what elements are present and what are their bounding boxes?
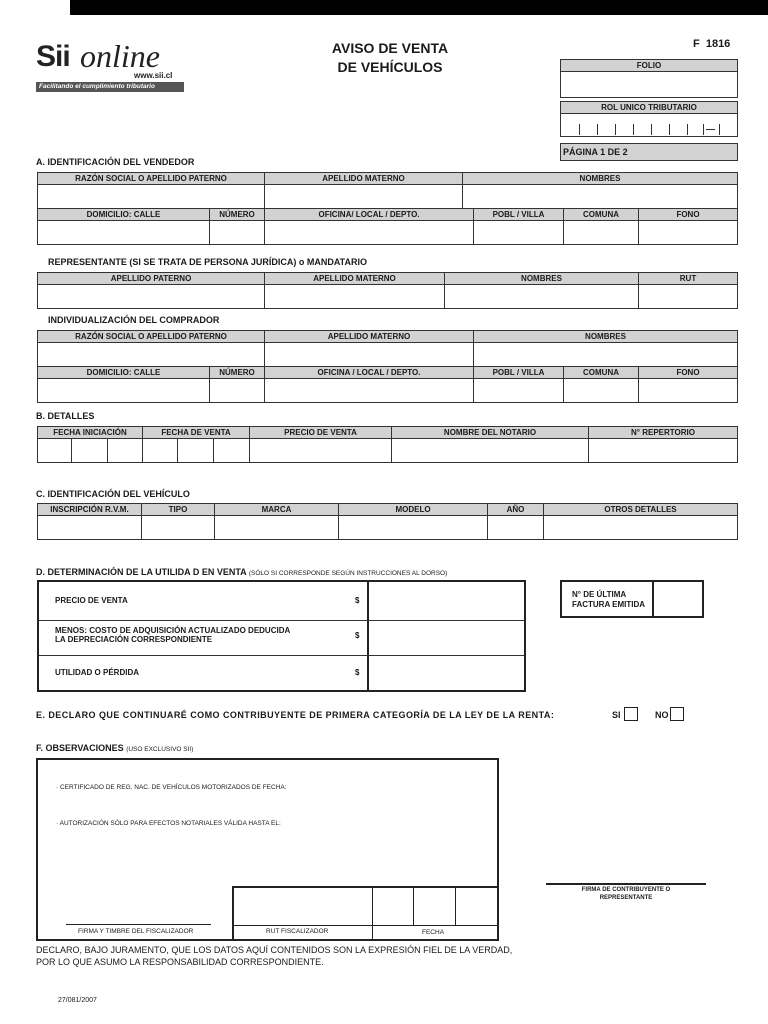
yes-checkbox[interactable]: [624, 707, 638, 721]
detail-header-2: FECHA DE VENTA: [142, 426, 250, 439]
buyer-numero-field[interactable]: [209, 378, 265, 403]
page-indicator: PÁGINA 1 DE 2: [560, 143, 738, 161]
invoice-label-line1: N° DE ÚLTIMA: [572, 590, 627, 599]
fecha-venta-month[interactable]: [177, 438, 214, 463]
costo-label-line1: MENOS: COSTO DE ADQUISICIÓN ACTUALIZADO DEDUCIDA: [55, 626, 291, 635]
seller-header-6: OFICINA/ LOCAL / DEPTO.: [264, 208, 474, 221]
buyer-header-9: FONO: [638, 366, 738, 379]
fecha-venta-day[interactable]: [142, 438, 178, 463]
rut-fiscalizador-field[interactable]: [235, 889, 371, 924]
marca-field[interactable]: [214, 515, 339, 540]
vehicle-header-2: TIPO: [141, 503, 215, 516]
buyer-header-2: APELLIDO MATERNO: [264, 330, 474, 343]
seller-calle-field[interactable]: [37, 220, 210, 245]
precio-venta-label: PRECIO DE VENTA: [55, 596, 128, 605]
buyer-apellido-materno-field[interactable]: [264, 342, 474, 367]
fecha-month-field[interactable]: [415, 889, 454, 924]
invoice-label-line2: FACTURA EMITIDA: [572, 600, 646, 609]
seller-header-8: COMUNA: [563, 208, 639, 221]
detail-header-1: FECHA INICIACIÓN: [37, 426, 143, 439]
buyer-header-6: OFICINA / LOCAL / DEPTO.: [264, 366, 474, 379]
rep-apellido-materno-field[interactable]: [264, 284, 445, 309]
yes-label: SI: [612, 710, 621, 720]
seller-comuna-field[interactable]: [563, 220, 639, 245]
fecha-year-field[interactable]: [457, 889, 497, 924]
buyer-header-1: RAZÓN SOCIAL O APELLIDO PATERNO: [37, 330, 265, 343]
fecha-day-field[interactable]: [374, 889, 412, 924]
buyer-header-5: NÚMERO: [209, 366, 265, 379]
repertorio-field[interactable]: [588, 438, 738, 463]
invoice-box: [560, 580, 704, 618]
vehicle-header-5: AÑO: [487, 503, 544, 516]
rut-field[interactable]: [560, 113, 738, 137]
comprador-title: INDIVIDUALIZACIÓN DEL COMPRADOR: [48, 315, 220, 325]
rep-header-4: RUT: [638, 272, 738, 285]
buyer-header-8: COMUNA: [563, 366, 639, 379]
seller-pobl-field[interactable]: [473, 220, 564, 245]
seller-header-1: RAZÓN SOCIAL O APELLIDO PATERNO: [37, 172, 265, 185]
fiscalizador-signature-label: FIRMA Y TIMBRE DEL FISCALIZADOR: [78, 928, 194, 935]
buyer-calle-field[interactable]: [37, 378, 210, 403]
buyer-apellido-paterno-field[interactable]: [37, 342, 265, 367]
tipo-field[interactable]: [141, 515, 215, 540]
rep-header-2: APELLIDO MATERNO: [264, 272, 445, 285]
seller-header-2: APELLIDO MATERNO: [264, 172, 463, 185]
buyer-header-4: DOMICILIO: CALLE: [37, 366, 210, 379]
rep-header-3: NOMBRES: [444, 272, 639, 285]
section-e-text: E. DECLARO QUE CONTINUARÉ COMO CONTRIBUYENTE DE PRIMERA CATEGORÍA DE LA LEY DE LA RENTA:: [36, 710, 555, 720]
form-number: F 1816: [693, 38, 731, 50]
logo-online: online: [80, 38, 160, 74]
fecha-iniciacion-day[interactable]: [37, 438, 72, 463]
seller-header-7: POBL / VILLA: [473, 208, 564, 221]
fiscalizador-signature-line: [66, 924, 211, 925]
costo-value-field[interactable]: [370, 621, 524, 655]
contributor-signature-label-1: FIRMA DE CONTRIBUYENTE O: [581, 887, 671, 893]
buyer-fono-field[interactable]: [638, 378, 738, 403]
folio-header: FOLIO: [560, 59, 738, 72]
no-checkbox[interactable]: [670, 707, 684, 721]
observacion-line2: · AUTORIZACIÓN SÓLO PARA EFECTOS NOTARIALES VÁLIDA HASTA EL:: [56, 820, 281, 827]
seller-oficina-field[interactable]: [264, 220, 474, 245]
rep-apellido-paterno-field[interactable]: [37, 284, 265, 309]
seller-numero-field[interactable]: [209, 220, 265, 245]
costo-currency: $: [355, 631, 360, 640]
fecha-venta-year[interactable]: [213, 438, 250, 463]
seller-nombres-field[interactable]: [462, 184, 738, 209]
utilidad-currency: $: [355, 668, 360, 677]
section-c-title: C. IDENTIFICACIÓN DEL VEHÍCULO: [36, 489, 190, 499]
seller-header-5: NÚMERO: [209, 208, 265, 221]
no-label: NO: [655, 710, 669, 720]
sii-logo: [36, 38, 186, 94]
form-title-line1: AVISO DE VENTA: [331, 40, 449, 56]
rut-fiscalizador-label: RUT FISCALIZADOR: [266, 928, 329, 935]
otros-detalles-field[interactable]: [543, 515, 738, 540]
vehicle-header-1: INSCRIPCIÓN R.V.M.: [37, 503, 142, 516]
section-a-title: A. IDENTIFICACIÓN DEL VENDEDOR: [36, 157, 195, 167]
fecha-iniciacion-year[interactable]: [107, 438, 143, 463]
buyer-header-3: NOMBRES: [473, 330, 738, 343]
section-f-title: [36, 743, 193, 753]
buyer-nombres-field[interactable]: [473, 342, 738, 367]
detail-header-3: PRECIO DE VENTA: [249, 426, 392, 439]
vehicle-header-4: MODELO: [338, 503, 488, 516]
section-d-title-text: D. DETERMINACIÓN DE LA UTILIDA D EN VENTA: [36, 567, 247, 577]
contributor-signature-label-2: REPRESENTANTE: [599, 895, 653, 901]
precio-venta-field[interactable]: [249, 438, 392, 463]
vehicle-header-6: OTROS DETALLES: [543, 503, 738, 516]
top-bar: [70, 0, 768, 15]
section-d-note: (SÓLO SI CORRESPONDE SEGÚN INSTRUCCIONES AL DORSO): [248, 570, 448, 577]
precio-venta-value-field[interactable]: [370, 583, 524, 619]
detail-header-5: N° REPERTORIO: [588, 426, 738, 439]
rut-header: ROL UNICO TRIBUTARIO: [560, 101, 738, 114]
footer-code: 27/081/2007: [58, 997, 97, 1004]
anio-field[interactable]: [487, 515, 544, 540]
contributor-signature-line: [546, 883, 706, 885]
seller-header-4: DOMICILIO: CALLE: [37, 208, 210, 221]
rep-header-1: APELLIDO PATERNO: [37, 272, 265, 285]
section-f-note: (USO EXCLUSIVO SII): [126, 746, 194, 753]
observacion-line1: · CERTIFICADO DE REG. NAC. DE VEHÍCULOS MOTORIZADOS DE FECHA:: [56, 784, 287, 791]
fecha-label: FECHA: [422, 929, 445, 936]
utilidad-label: UTILIDAD O PÉRDIDA: [55, 668, 139, 677]
buyer-comuna-field[interactable]: [563, 378, 639, 403]
detail-header-4: NOMBRE DEL NOTARIO: [391, 426, 589, 439]
form-title-line2: DE VEHÍCULOS: [337, 59, 443, 75]
rep-nombres-field[interactable]: [444, 284, 639, 309]
seller-header-3: NOMBRES: [462, 172, 738, 185]
logo-tagline: Facilitando el cumplimiento tributario: [36, 82, 184, 92]
costo-label-line2: LA DEPRECIACIÓN CORRESPONDIENTE: [55, 635, 213, 644]
modelo-field[interactable]: [338, 515, 488, 540]
vehicle-header-3: MARCA: [214, 503, 339, 516]
logo-url: www.sii.cl: [134, 71, 173, 80]
declaration-line2: POR LO QUE ASUMO LA RESPONSABILIDAD CORRESPONDIENTE.: [36, 957, 324, 967]
rep-rut-field[interactable]: [638, 284, 738, 309]
buyer-pobl-field[interactable]: [473, 378, 564, 403]
section-d-title: [36, 567, 447, 577]
precio-venta-currency: $: [355, 596, 360, 605]
utilidad-value-field[interactable]: [370, 656, 524, 690]
inscripcion-field[interactable]: [37, 515, 142, 540]
fecha-iniciacion-month[interactable]: [71, 438, 108, 463]
declaration-line1: DECLARO, BAJO JURAMENTO, QUE LOS DATOS AQUÍ CONTENIDOS SON LA EXPRESIÓN FIEL DE LA VERDAD,: [36, 945, 513, 955]
representante-title: REPRESENTANTE (SI SE TRATA DE PERSONA JURÍDICA) o MANDATARIO: [48, 257, 368, 267]
buyer-oficina-field[interactable]: [264, 378, 474, 403]
folio-field[interactable]: [560, 71, 738, 98]
seller-apellido-materno-field[interactable]: [264, 184, 463, 209]
seller-header-9: FONO: [638, 208, 738, 221]
logo-brand: Sii: [36, 40, 70, 73]
utility-table: [37, 580, 526, 692]
notario-field[interactable]: [391, 438, 589, 463]
section-b-title: B. DETALLES: [36, 411, 95, 421]
seller-apellido-paterno-field[interactable]: [37, 184, 265, 209]
seller-fono-field[interactable]: [638, 220, 738, 245]
section-f-title-text: F. OBSERVACIONES: [36, 743, 124, 753]
buyer-header-7: POBL / VILLA: [473, 366, 564, 379]
observaciones-box: [36, 758, 499, 941]
invoice-number-field[interactable]: [655, 582, 702, 616]
